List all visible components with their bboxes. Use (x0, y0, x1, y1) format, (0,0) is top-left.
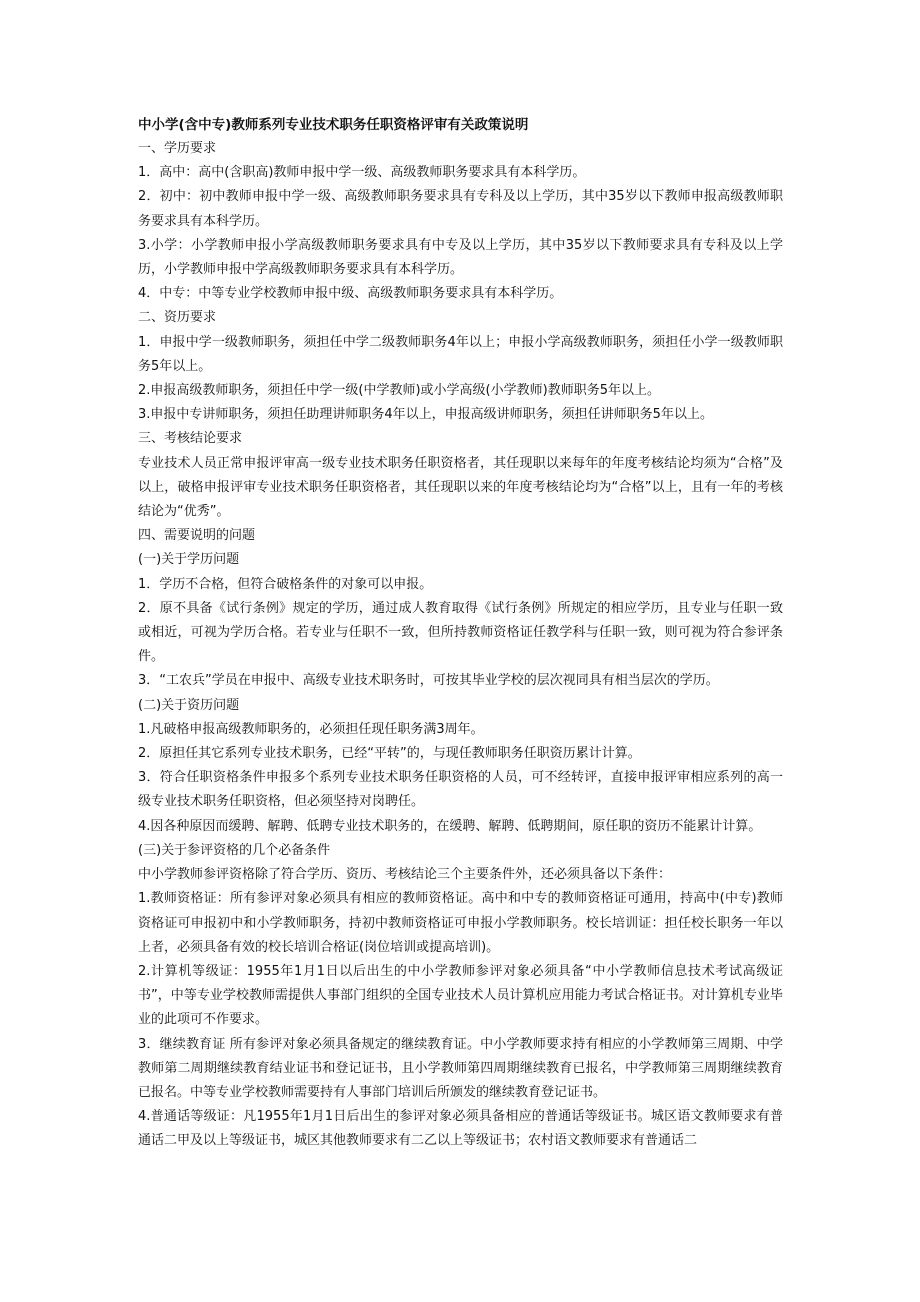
paragraph: 2.计算机等级证：1955年1月1日以后出生的中小学教师参评对象必须具备“中小学教师信息技术考试高级证书”，中等专业学校教师需提供人事部门组织的全国专业技术人员计算机应用能力考试合格证书。对计算机专业毕业的此项可不作要求。 (138, 963, 783, 1028)
document-page (138, 113, 783, 1154)
subsection-heading: (三)关于参评资格的几个必备条件 (138, 842, 331, 858)
paragraph: 2．初中：初中教师申报中学一级、高级教师职务要求具有专科及以上学历，其中35岁以下教师申报高级教师职务要求具有本科学历。 (138, 189, 783, 229)
paragraph: 1．高中：高中(含职高)教师申报中学一级、高级教师职务要求具有本科学历。 (138, 165, 586, 181)
paragraph: 2.申报高级教师职务，须担任中学一级(中学教师)或小学高级(小学教师)教师职务5年以上。 (138, 383, 660, 399)
paragraph: 1.教师资格证：所有参评对象必须具有相应的教师资格证。高中和中专的教师资格证可通用，持高中(中专)教师资格证可申报初中和小学教师职务，持初中教师资格证可申报小学教师职务。校长培训证：担任校长职务一年以上者，必须具备有效的校长培训合格证(岗位培训或提高培训)。 (138, 891, 783, 955)
paragraph: 3．“工农兵”学员在申报中、高级专业技术职务时，可按其毕业学校的层次视同具有相当层次的学历。 (138, 673, 719, 689)
subsection-heading: (一)关于学历问题 (138, 552, 240, 568)
paragraph: 3.申报中专讲师职务，须担任助理讲师职务4年以上，申报高级讲师职务，须担任讲师职务5年以上。 (138, 407, 713, 423)
document-title: 中小学(含中专)教师系列专业技术职务任职资格评审有关政策说明 (138, 117, 529, 133)
paragraph: 4.普通话等级证：凡1955年1月1日后出生的参评对象必须具备相应的普通话等级证书。城区语文教师要求有普通话二甲及以上等级证书，城区其他教师要求有二乙以上等级证书；农村语文教师要求有普通话二 (138, 1109, 783, 1149)
paragraph: 1．学历不合格，但符合破格条件的对象可以申报。 (138, 576, 433, 592)
section-heading-seniority: 二、资历要求 (138, 310, 217, 326)
section-heading-assessment: 三、考核结论要求 (138, 431, 243, 447)
paragraph: 中小学教师参评资格除了符合学历、资历、考核结论三个主要条件外，还必须具备以下条件： (138, 867, 672, 883)
paragraph: 4.因各种原因而缓聘、解聘、低聘专业技术职务的，在缓聘、解聘、低聘期间，原任职的资历不能累计计算。 (138, 818, 762, 834)
section-heading-notes: 四、需要说明的问题 (138, 528, 256, 544)
paragraph: 3．符合任职资格条件申报多个系列专业技术职务任职资格的人员，可不经转评，直接申报评审相应系列的高一级专业技术职务任职资格，但必须坚持对岗聘任。 (138, 770, 783, 810)
section-heading-education: 一、学历要求 (138, 141, 217, 156)
paragraph: 1.凡破格申报高级教师职务的，必须担任现任职务满3周年。 (138, 721, 484, 737)
paragraph: 专业技术人员正常申报评审高一级专业技术职务任职资格者，其任现职以来每年的年度考核结论均须为“合格”及以上，破格申报评审专业技术职务任职资格者，其任现职以来的年度考核结论均为“合格”以上，且有一年的考核结论为“优秀”。 (138, 455, 783, 520)
subsection-heading: (二)关于资历问题 (138, 697, 240, 713)
paragraph: 2．原担任其它系列专业技术职务，已经“平转”的，与现任教师职务任职资历累计计算。 (138, 746, 641, 762)
paragraph: 4．中专：中等专业学校教师申报中级、高级教师职务要求具有本科学历。 (138, 286, 563, 302)
paragraph: 3.小学：小学教师申报小学高级教师职务要求具有中专及以上学历，其中35岁以下教师要求具有专科及以上学历，小学教师申报中学高级教师职务要求具有本科学历。 (138, 237, 783, 278)
paragraph: 3．继续教育证 所有参评对象必须具备规定的继续教育证。中小学教师要求持有相应的小学教师第三周期、中学教师第二周期继续教育结业证书和登记证书，且小学教师第四周期继续教育已报名，中学教师第三周期继续教育已报名。中等专业学校教师需要持有人事部门培训后所颁发的继续教育登记证书。 (138, 1036, 783, 1100)
paragraph: 2．原不具备《试行条例》规定的学历，通过成人教育取得《试行条例》所规定的相应学历，且专业与任职一致或相近，可视为学历合格。若专业与任职不一致，但所持教师资格证任教学科与任职一致，则可视为符合参评条件。 (138, 600, 783, 665)
paragraph: 1．申报中学一级教师职务，须担任中学二级教师职务4年以上；申报小学高级教师职务，须担任小学一级教师职务5年以上。 (138, 334, 783, 374)
